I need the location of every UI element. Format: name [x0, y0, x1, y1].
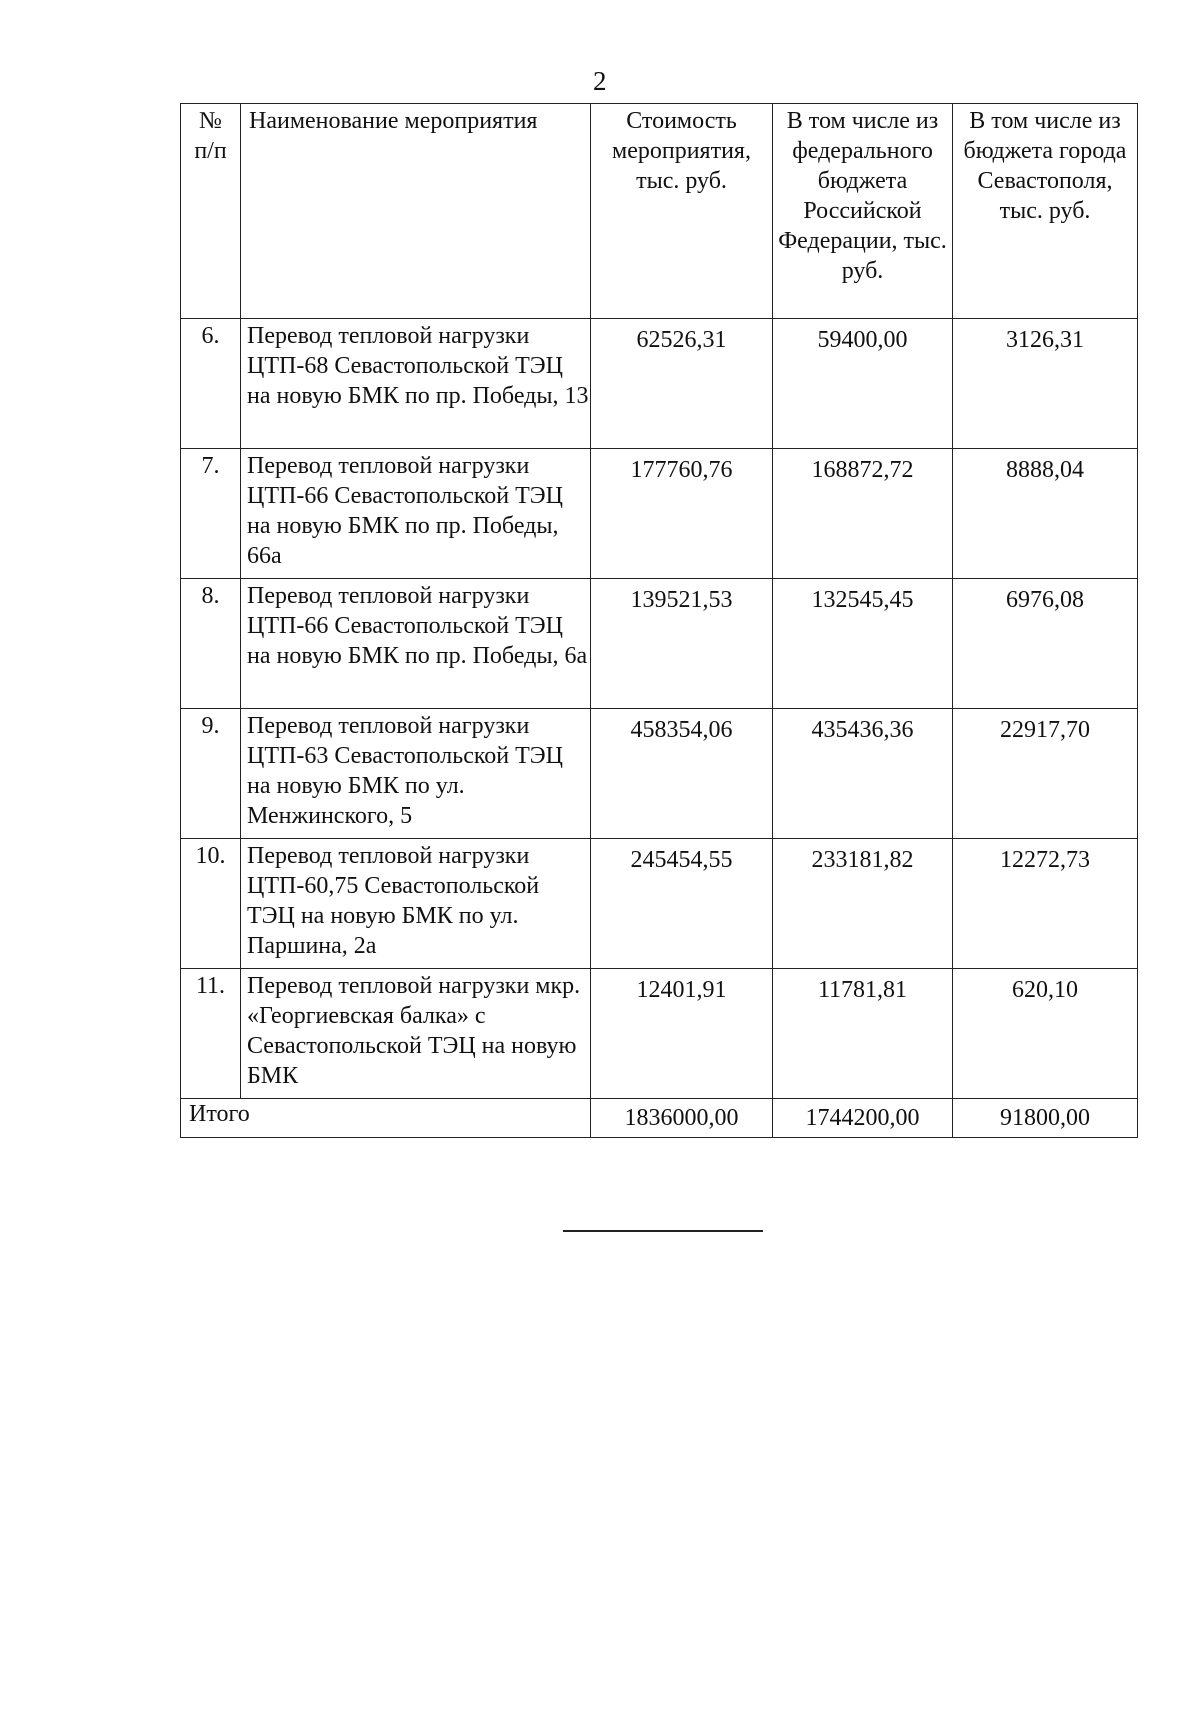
row-city: 3126,31 — [953, 319, 1138, 449]
row-num: 10. — [181, 839, 241, 969]
row-name: Перевод тепловой нагрузки ЦТП-66 Севастопольской ТЭЦ на новую БМК по пр. Победы, 66а — [241, 449, 591, 579]
row-cost: 177760,76 — [591, 449, 773, 579]
table-row — [181, 709, 1138, 839]
header-cost — [591, 104, 773, 319]
header-federal — [773, 104, 953, 319]
row-cost: 458354,06 — [591, 709, 773, 839]
row-num: 9. — [181, 709, 241, 839]
table-row — [181, 319, 1138, 449]
table-header — [181, 104, 1138, 319]
row-num: 7. — [181, 449, 241, 579]
row-name: Перевод тепловой нагрузки ЦТП-60,75 Севастопольской ТЭЦ на новую БМК по ул. Паршина, 2а — [241, 839, 591, 969]
page-number: 2 — [593, 66, 607, 96]
row-city: 620,10 — [953, 969, 1138, 1099]
total-city: 91800,00 — [953, 1099, 1138, 1138]
table-body — [181, 319, 1138, 1138]
row-num: 8. — [181, 579, 241, 709]
row-city: 6976,08 — [953, 579, 1138, 709]
row-name: Перевод тепловой нагрузки ЦТП-63 Севастопольской ТЭЦ на новую БМК по ул. Менжинского, 5 — [241, 709, 591, 839]
table-row — [181, 969, 1138, 1099]
table-row — [181, 449, 1138, 579]
row-cost: 245454,55 — [591, 839, 773, 969]
header-name — [241, 104, 591, 319]
closing-divider — [563, 1230, 763, 1232]
row-federal: 11781,81 — [773, 969, 953, 1099]
header-city-label: В том числе из бюджета города Севастополя, тыс. руб. — [963, 108, 1127, 224]
header-name-label: Наименование мероприятия — [249, 108, 538, 134]
row-cost: 12401,91 — [591, 969, 773, 1099]
row-federal: 435436,36 — [773, 709, 953, 839]
total-cost: 1836000,00 — [591, 1099, 773, 1138]
header-num — [181, 104, 241, 319]
row-federal: 168872,72 — [773, 449, 953, 579]
row-city: 12272,73 — [953, 839, 1138, 969]
row-city: 8888,04 — [953, 449, 1138, 579]
table-row — [181, 579, 1138, 709]
header-num-label: № п/п — [194, 108, 227, 164]
header-cost-label: Стоимость мероприятия, тыс. руб. — [612, 108, 751, 194]
row-cost: 139521,53 — [591, 579, 773, 709]
header-row — [181, 104, 1138, 319]
header-federal-label: В том числе из федерального бюджета Российской Федерации, тыс. руб. — [778, 108, 947, 284]
row-federal: 132545,45 — [773, 579, 953, 709]
total-federal: 1744200,00 — [773, 1099, 953, 1138]
row-num: 11. — [181, 969, 241, 1099]
row-federal: 233181,82 — [773, 839, 953, 969]
total-label: Итого — [181, 1099, 591, 1138]
table-row — [181, 839, 1138, 969]
row-name: Перевод тепловой нагрузки ЦТП-66 Севастопольской ТЭЦ на новую БМК по пр. Победы, 6а — [241, 579, 591, 709]
row-city: 22917,70 — [953, 709, 1138, 839]
row-federal: 59400,00 — [773, 319, 953, 449]
cost-table — [180, 103, 1138, 1138]
header-city — [953, 104, 1138, 319]
row-cost: 62526,31 — [591, 319, 773, 449]
row-name: Перевод тепловой нагрузки мкр. «Георгиевская балка» с Севастопольской ТЭЦ на новую БМК — [241, 969, 591, 1099]
row-name: Перевод тепловой нагрузки ЦТП-68 Севастопольской ТЭЦ на новую БМК по пр. Победы, 13 — [241, 319, 591, 449]
total-row — [181, 1099, 1138, 1138]
row-num: 6. — [181, 319, 241, 449]
